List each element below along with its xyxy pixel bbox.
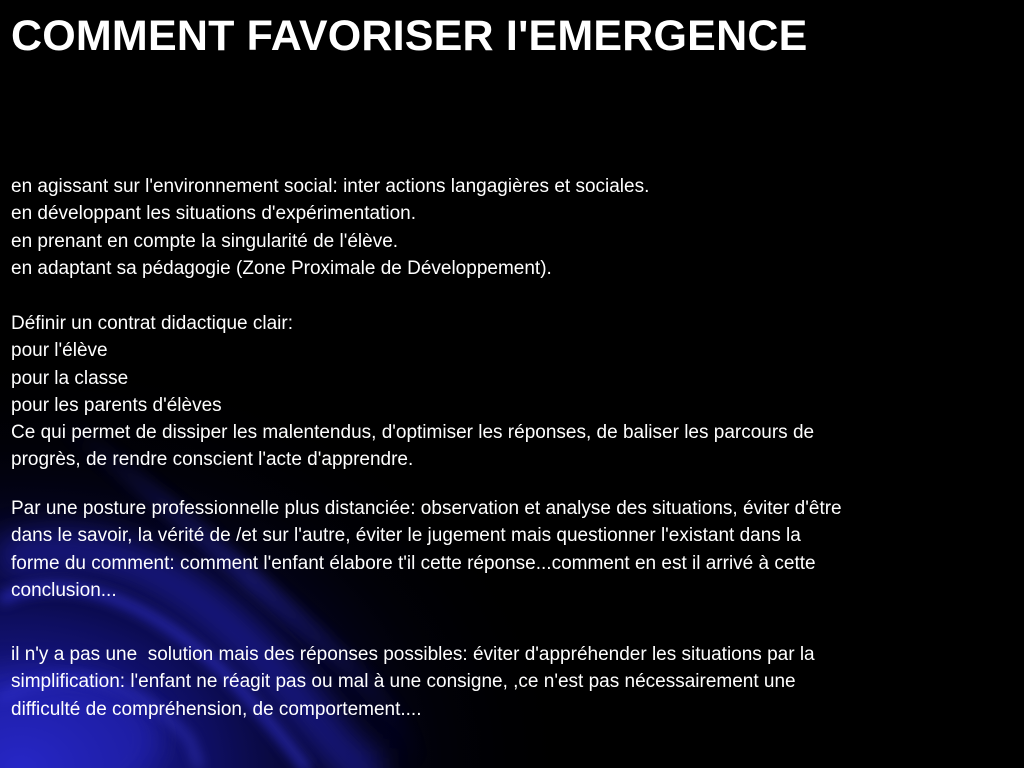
paragraph-contrat-didactique <box>11 310 1011 474</box>
text-line: en adaptant sa pédagogie (Zone Proximale de Développement). <box>11 257 552 279</box>
text-line: en agissant sur l'environnement social: inter actions langagières et sociales. <box>11 176 650 197</box>
text-line: il n'y a pas une solution mais des réponses possibles: éviter d'appréhender les situations par la <box>11 644 815 665</box>
text-line: progrès, de rendre conscient l'acte d'apprendre. <box>11 449 414 471</box>
text-line: Définir un contrat didactique clair: <box>11 313 293 334</box>
text-line: conclusion... <box>11 579 117 601</box>
text-line: difficulté de compréhension, de comportement.... <box>11 698 422 720</box>
paragraph-posture-professionnelle <box>11 495 1011 604</box>
text-line: pour l'élève <box>11 340 108 362</box>
text-line: en développant les situations d'expérimentation. <box>11 203 417 225</box>
text-line: en prenant en compte la singularité de l'élève. <box>11 230 399 252</box>
text-line: dans le savoir, la vérité de /et sur l'autre, éviter le jugement mais questionner l'existant dans la <box>11 525 801 547</box>
text-line: Par une posture professionnelle plus distanciée: observation et analyse des situations, éviter d'être <box>11 498 842 519</box>
paragraph-reponses-possibles <box>11 641 1011 723</box>
text-line: pour la classe <box>11 367 129 389</box>
text-line: Ce qui permet de dissiper les malentendus, d'optimiser les réponses, de baliser les parcours de <box>11 422 815 444</box>
text-line: simplification: l'enfant ne réagit pas ou mal à une consigne, ,ce n'est pas nécessairement une <box>11 671 796 693</box>
text-line: forme du comment: comment l'enfant élabore t'il cette réponse...comment en est il arrivé à cette <box>11 552 816 574</box>
text-line: pour les parents d'élèves <box>11 394 222 416</box>
bullet-list-actions <box>11 173 1011 282</box>
slide-title: COMMENT FAVORISER I'EMERGENCE <box>11 12 808 60</box>
